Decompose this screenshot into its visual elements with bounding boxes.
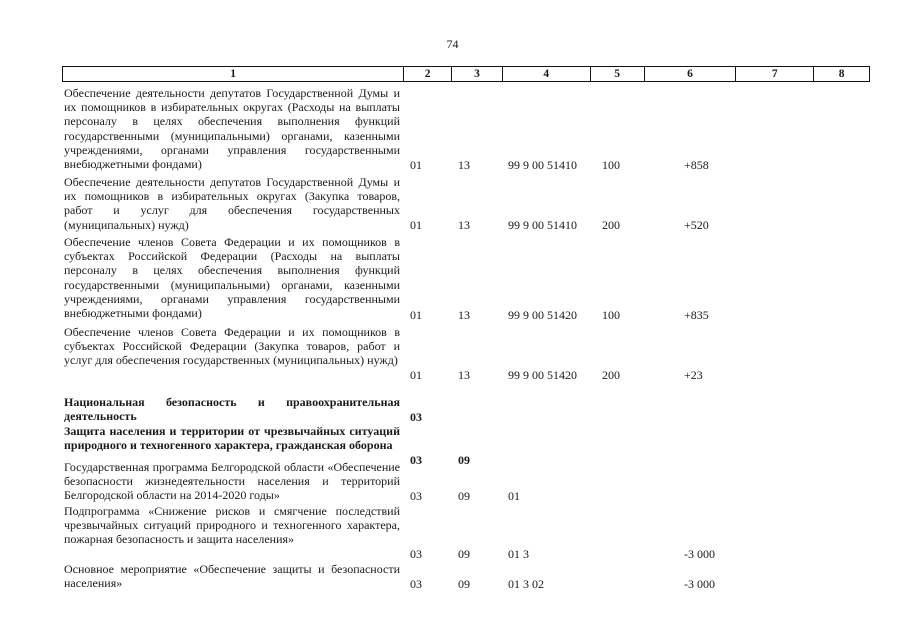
row-description: Государственная программа Белгородской области «Обеспечение безопасности жизнедеятельности населения и территорий Белгородской области на 2014-2020 годы» (64, 460, 400, 503)
header-col-2: 2 (404, 67, 452, 81)
cell-vr: 100 (602, 308, 620, 322)
cell-rz: 03 (410, 410, 422, 424)
header-col-4: 4 (503, 67, 591, 81)
row-description: Обеспечение деятельности депутатов Государственной Думы и их помощников в избирательных округах (Закупка товаров, работ и услуг для обеспечения государственных (муниципальных) нужд) (64, 175, 400, 232)
cell-sum: +23 (684, 368, 703, 382)
cell-rz: 01 (410, 308, 422, 322)
row-description: Основное мероприятие «Обеспечение защиты и безопасности населения» (64, 562, 400, 591)
cell-pr: 09 (458, 547, 470, 561)
header-col-3: 3 (452, 67, 503, 81)
row-description: Подпрограмма «Снижение рисков и смягчение последствий чрезвычайных ситуаций природного и техногенного характера, пожарная безопасность и защита населения» (64, 504, 400, 547)
table-row (62, 395, 870, 424)
table-row (62, 86, 870, 172)
row-description: Обеспечение членов Совета Федерации и их помощников в субъектах Российской Федерации (Закупка товаров, работ и услуг для обеспечения государственных (муниципальных) нужд) (64, 325, 400, 368)
cell-vr: 200 (602, 368, 620, 382)
table-header (62, 66, 870, 82)
cell-csr: 99 9 00 51410 (508, 158, 577, 172)
cell-rz: 01 (410, 158, 422, 172)
header-col-7: 7 (736, 67, 814, 81)
table-row (62, 325, 870, 382)
table-row (62, 504, 870, 561)
header-col-8: 8 (838, 68, 845, 80)
header-col-1: 1 (63, 67, 404, 81)
cell-rz: 03 (410, 453, 422, 467)
page-number: 74 (446, 37, 459, 51)
cell-csr: 99 9 00 51420 (508, 368, 577, 382)
cell-csr: 99 9 00 51410 (508, 218, 577, 232)
table-row (62, 235, 870, 322)
cell-sum: +858 (684, 158, 709, 172)
cell-rz: 03 (410, 489, 422, 503)
cell-pr: 09 (458, 453, 470, 467)
cell-pr: 13 (458, 158, 470, 172)
row-description: Национальная безопасность и правоохранительная деятельность (64, 395, 400, 424)
cell-csr: 01 3 02 (508, 577, 544, 591)
cell-rz: 03 (410, 547, 422, 561)
header-col-5: 5 (591, 67, 645, 81)
cell-pr: 09 (458, 489, 470, 503)
table-row (62, 175, 870, 232)
cell-csr: 01 3 (508, 547, 529, 561)
cell-vr: 200 (602, 218, 620, 232)
cell-rz: 01 (410, 218, 422, 232)
cell-sum: -3 000 (684, 547, 715, 561)
cell-rz: 03 (410, 577, 422, 591)
cell-rz: 01 (410, 368, 422, 382)
row-description: Защита населения и территории от чрезвычайных ситуаций природного и техногенного характера, гражданская оборона (64, 424, 400, 453)
header-col-6: 6 (645, 67, 737, 81)
cell-vr: 100 (602, 158, 620, 172)
row-description: Обеспечение членов Совета Федерации и их помощников в субъектах Российской Федерации (Расходы на выплаты персоналу в целях обеспечения выполнения функций государственными (муниципальными) органами, казенными учреждениями, органами управления государственными внебюджетными фондами) (64, 235, 400, 321)
table-row (62, 562, 870, 591)
table-row (62, 460, 870, 503)
cell-sum: +520 (684, 218, 709, 232)
cell-pr: 13 (458, 218, 470, 232)
row-description: Обеспечение деятельности депутатов Государственной Думы и их помощников в избирательных округах (Расходы на выплаты персоналу в целях обеспечения выполнения функций государственными (муниципальными) органами, казенными учреждениями, органами управления государственными внебюджетными фондами) (64, 86, 400, 172)
cell-sum: -3 000 (684, 577, 715, 591)
cell-pr: 09 (458, 577, 470, 591)
cell-csr: 99 9 00 51420 (508, 308, 577, 322)
cell-pr: 13 (458, 368, 470, 382)
cell-sum: +835 (684, 308, 709, 322)
cell-pr: 13 (458, 308, 470, 322)
cell-csr: 01 (508, 489, 520, 503)
